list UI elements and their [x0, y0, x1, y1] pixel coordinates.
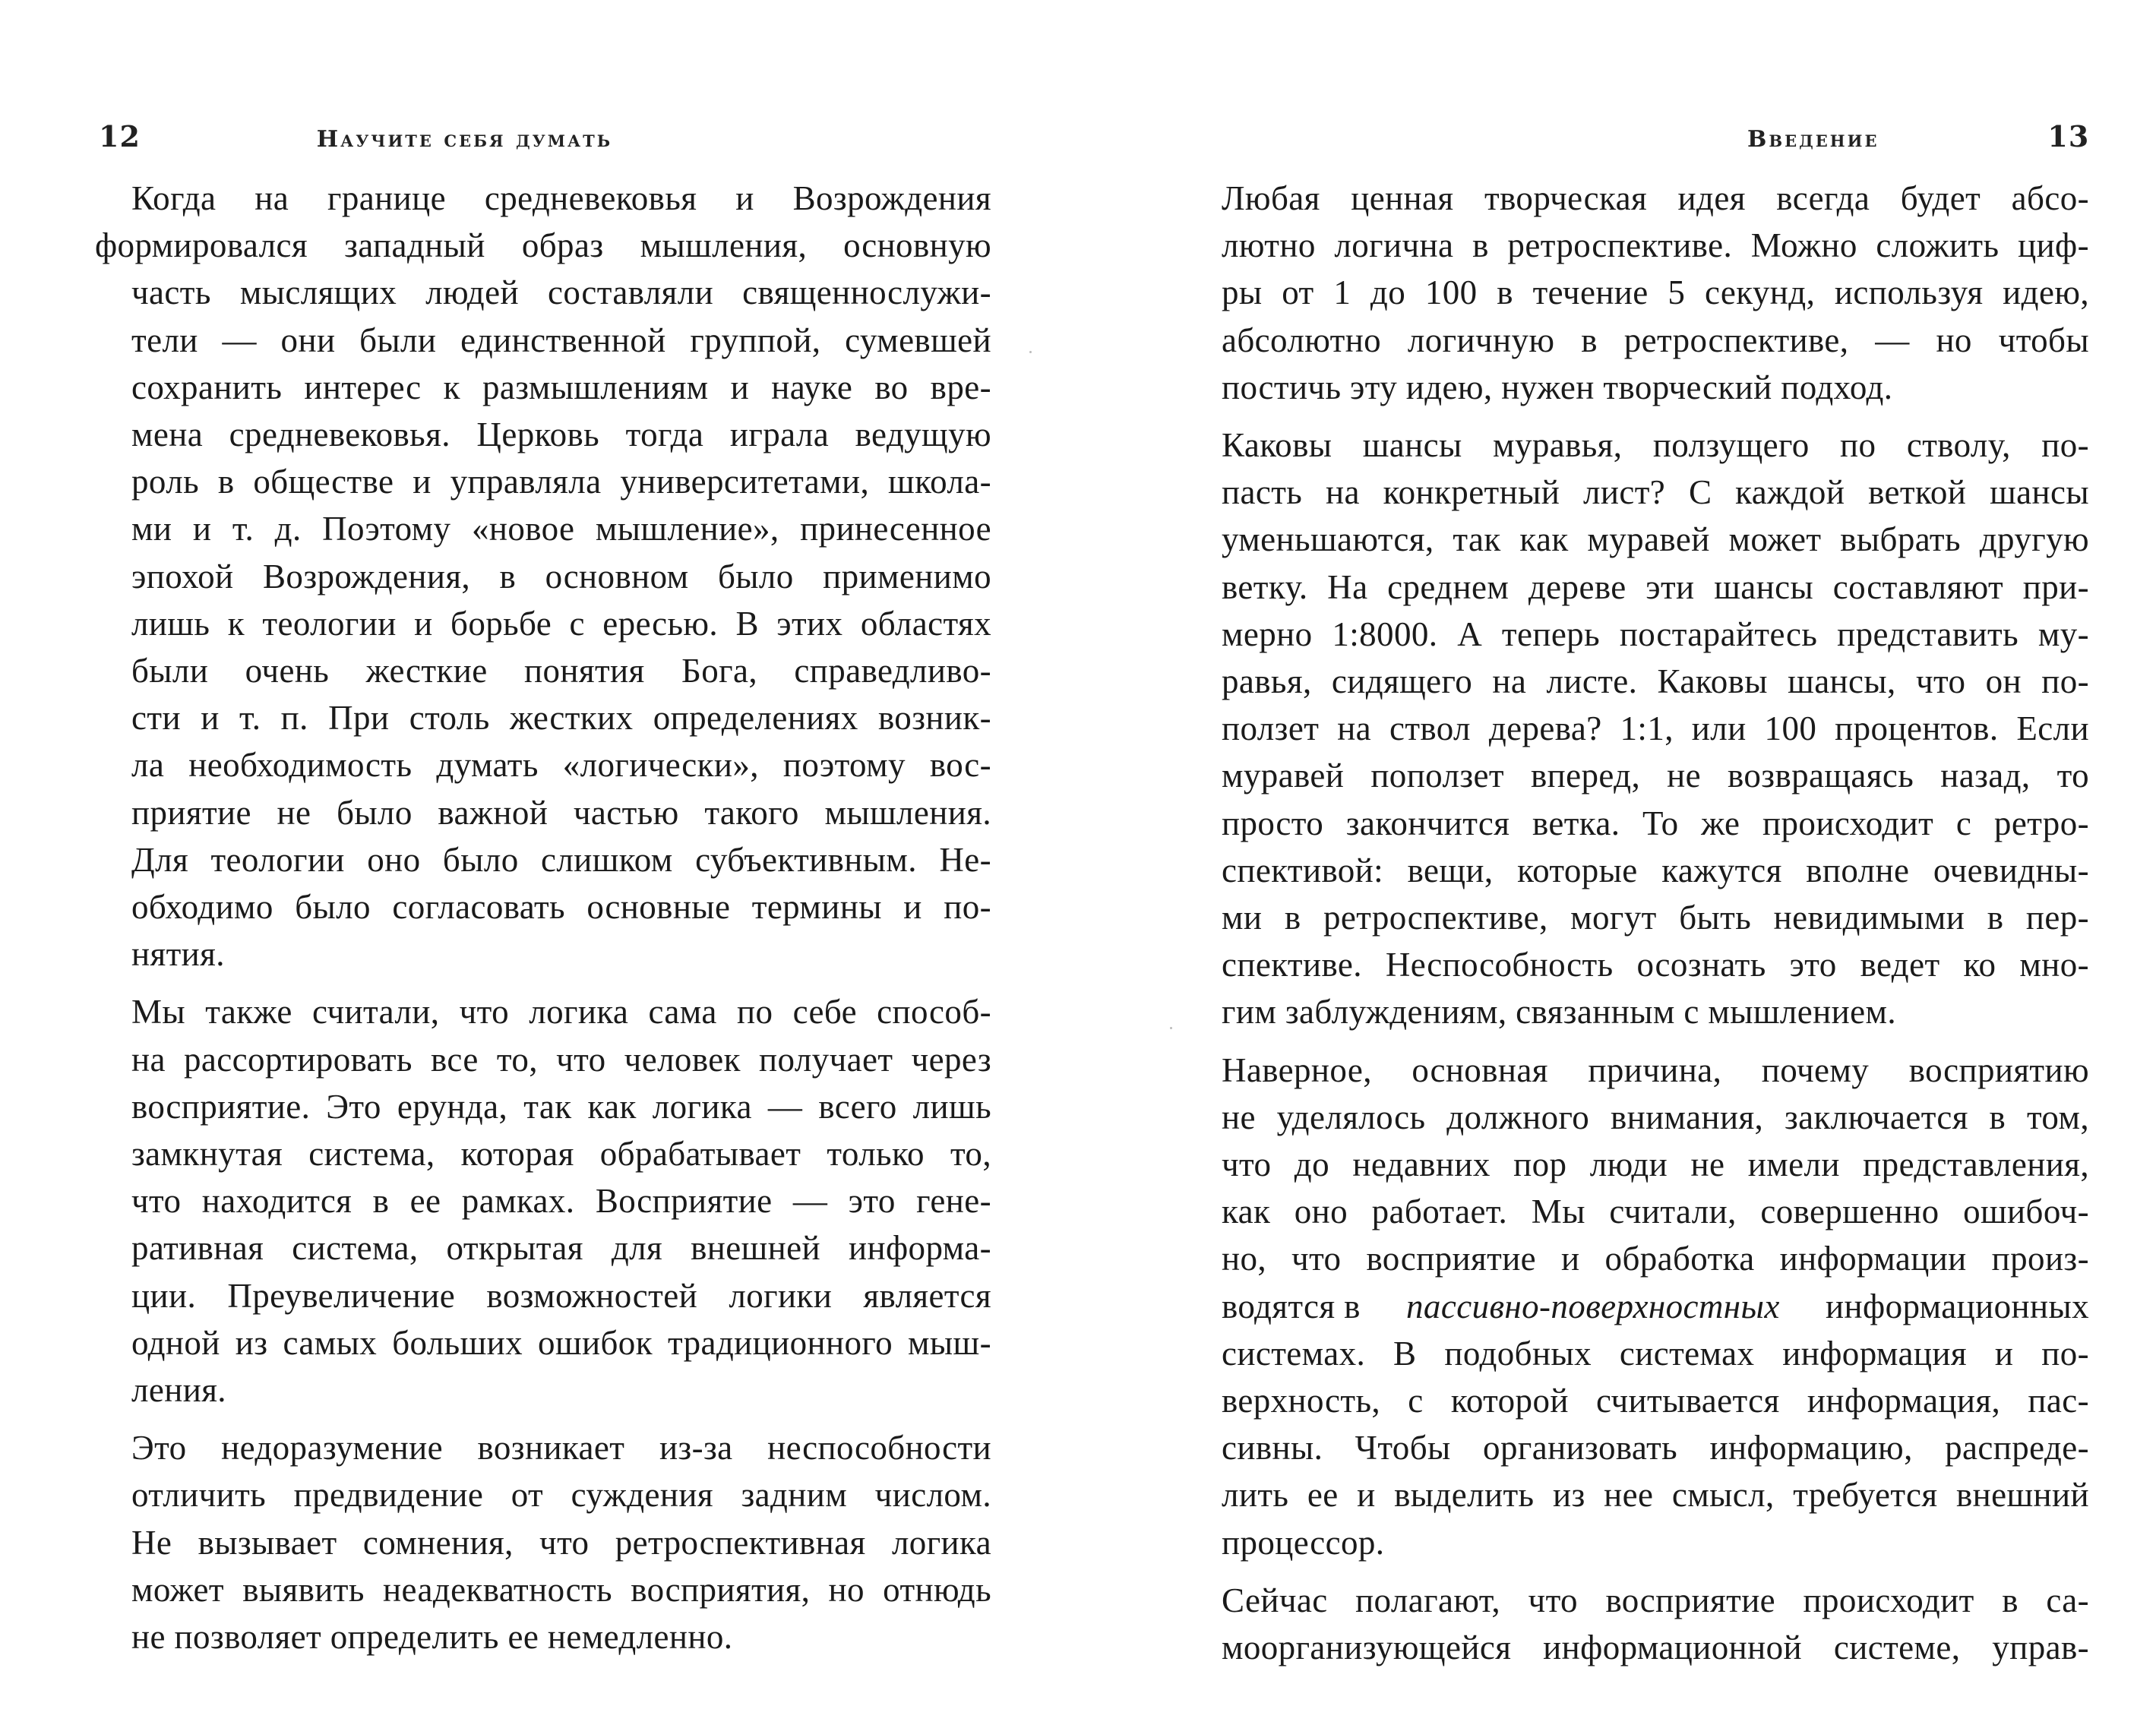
text-line: Мы также считали, что логика сама по себе способ- — [131, 993, 991, 1031]
text-line: моорганизующейся информационной системе, управ- — [1222, 1628, 2089, 1667]
text-line: спективой: вещи, которые кажутся вполне очевидны- — [1222, 851, 2089, 889]
text-line: не позволяет определить ее немедленно. — [131, 1618, 733, 1657]
paragraph — [1185, 422, 2089, 1036]
text-line: лить ее и выделить из нее смысл, требуется внешний — [1222, 1476, 2089, 1515]
text-line: часть мыслящих людей составляли священнослужи- — [131, 273, 991, 312]
text-line: Для теологии оно было слишком субъективным. Не- — [131, 840, 991, 879]
text-line: сохранить интерес к размышлениям и науке во вре- — [131, 368, 991, 406]
text-line: Любая ценная творческая идея всегда будет абсо- — [1222, 179, 2089, 217]
text-line: ми в ретроспективе, могут быть невидимыми в пер- — [1222, 899, 2089, 937]
text-line-with-italic — [1185, 1283, 2089, 1330]
text-line: ми и т. д. Поэтому «новое мышление», принесенное — [131, 510, 991, 548]
text-line: ветку. На среднем дереве эти шансы составляют при- — [1222, 567, 2089, 606]
text-line: эпохой Возрождения, в основном было применимо — [131, 557, 991, 595]
paragraph — [95, 175, 991, 978]
text-line: ления. — [131, 1371, 226, 1410]
text-line: равья, сидящего на листе. Каковы шансы, что он по- — [1222, 662, 2089, 701]
text-line: постичь эту идею, нужен творческий подход. — [1222, 368, 1893, 406]
text-line: приятие не было важной частью такого мышления. — [131, 793, 991, 832]
left-page-header — [99, 119, 613, 155]
text-line: абсолютно логичную в ретроспективе, — но чтобы — [1222, 321, 2089, 359]
text-line: Сейчас полагают, что восприятие происходит в са- — [1222, 1581, 2089, 1619]
text-line: были очень жесткие понятия Бога, справедливо- — [131, 652, 991, 690]
text-line: Каковы шансы муравья, ползущего по стволу, по- — [1222, 426, 2089, 465]
text-line: пасть на конкретный лист? С каждой веткой шансы — [1222, 473, 2089, 512]
text-line: ползет на ствол дерева? 1:1, или 100 процентов. Если — [1222, 709, 2089, 748]
paper-speck — [1170, 1027, 1172, 1029]
text-line: роль в обществе и управляла университетами, школа- — [131, 463, 991, 501]
left-page-body — [95, 175, 991, 1671]
right-page — [1079, 0, 2156, 1728]
paragraph — [95, 1424, 991, 1660]
text-line: процессор. — [1222, 1523, 1385, 1562]
left-running-head: Научите себя думать — [316, 126, 613, 153]
text-line: замкнутая система, которая обрабатывает только то, — [131, 1135, 991, 1174]
right-page-number: 13 — [2047, 119, 2090, 153]
text-line: отличить предвидение от суждения задним числом. — [131, 1476, 991, 1515]
text-line: системах. В подобных системах информация и по- — [1222, 1334, 2089, 1373]
text-line: верхность, с которой считывается информация, пас- — [1222, 1382, 2089, 1420]
text-line: спективе. Неспособность осознать это ведет ко мно- — [1222, 946, 2089, 984]
text-line: восприятие. Это ерунда, так как логика — всего лишь — [131, 1087, 991, 1126]
text-line: ции. Преувеличение возможностей логики является — [131, 1276, 991, 1315]
text-line: ла необходимость думать «логически», поэтому вос- — [131, 746, 991, 785]
text-line: обходимо было согласовать основные термины и по- — [131, 888, 991, 927]
text-fragment: информационных — [1826, 1287, 2089, 1325]
text-line: лютно логична в ретроспективе. Можно сложить циф- — [1222, 226, 2089, 265]
text-line: сти и т. п. При столь жестких определениях возник- — [131, 699, 991, 738]
text-line: на рассортировать все то, что человек получает через — [131, 1040, 991, 1079]
paragraph — [95, 988, 991, 1414]
text-line: гим заблуждениям, связанным с мышлением. — [1222, 993, 1897, 1031]
text-fragment: водятся в — [1222, 1287, 1361, 1325]
paper-speck — [1029, 351, 1032, 353]
text-line: Когда на границе средневековья и Возрождения — [131, 179, 991, 217]
left-page-number: 12 — [99, 119, 141, 153]
text-line: ративная система, открытая для внешней информа- — [131, 1229, 991, 1268]
text-line: уменьшаются, так как муравей может выбрать другую — [1222, 520, 2089, 559]
text-line: формировался западный образ мышления, основную — [95, 226, 991, 265]
paragraph — [1185, 175, 2089, 411]
text-line: Это недоразумение возникает из-за неспособности — [131, 1429, 991, 1467]
text-line: что находится в ее рамках. Восприятие — это гене- — [131, 1182, 991, 1221]
paragraph — [1185, 1577, 2089, 1671]
text-line: не уделялось должного внимания, заключается в том, — [1222, 1098, 2089, 1136]
right-page-body — [1185, 175, 2089, 1682]
text-line: нятия. — [131, 935, 225, 974]
text-line: может выявить неадекватность восприятия, но отнюдь — [131, 1570, 991, 1609]
text-line: сивны. Чтобы организовать информацию, распреде- — [1222, 1429, 2089, 1467]
text-line: лишь к теологии и борьбе с ересью. В этих областях — [131, 604, 991, 643]
text-line: Не вызывает сомнения, что ретроспективная логика — [131, 1523, 991, 1562]
paragraph — [1185, 1047, 2089, 1566]
text-line: тели — они были единственной группой, сумевшей — [131, 321, 991, 359]
right-running-head: Введение — [1747, 126, 1879, 153]
text-line: что до недавних пор люди не имели представления, — [1222, 1145, 2089, 1184]
text-line: Наверное, основная причина, почему восприятию — [1222, 1050, 2089, 1089]
text-line: мерно 1:8000. А теперь постарайтесь представить му- — [1222, 614, 2089, 653]
text-line: ры от 1 до 100 в течение 5 секунд, используя идею, — [1222, 273, 2089, 312]
text-line: муравей поползет вперед, не возвращаясь назад, то — [1222, 757, 2089, 795]
text-line: но, что восприятие и обработка информации произ- — [1222, 1240, 2089, 1278]
text-line: одной из самых больших ошибок традиционного мыш- — [131, 1323, 991, 1362]
text-line: просто закончится ветка. То же происходит с ретро- — [1222, 804, 2089, 842]
italic-term: пассивно-поверхностных — [1406, 1287, 1780, 1325]
right-page-header — [1747, 119, 2090, 155]
text-line: как оно работает. Мы считали, совершенно ошибоч- — [1222, 1193, 2089, 1231]
text-line: мена средневековья. Церковь тогда играла ведущую — [131, 415, 991, 454]
